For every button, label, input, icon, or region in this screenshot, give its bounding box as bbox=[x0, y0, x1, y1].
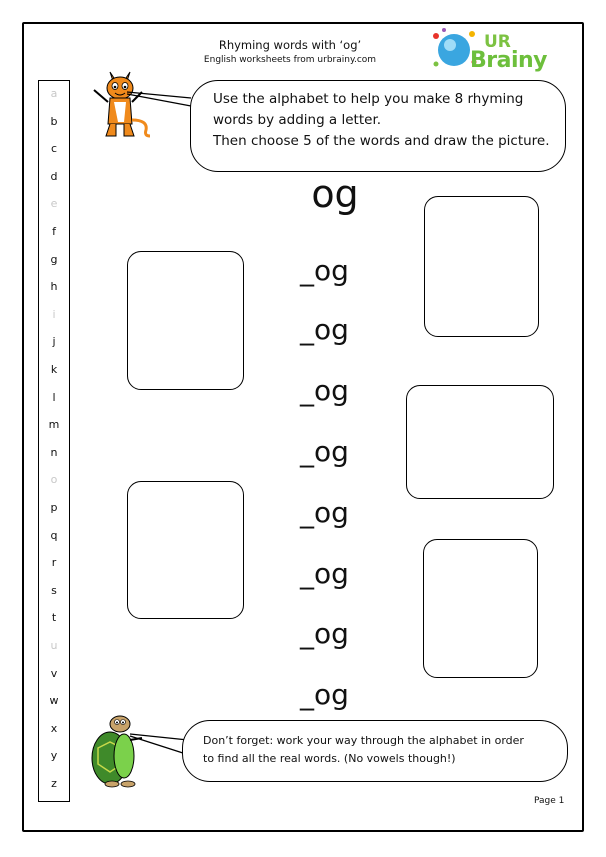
instruction-line-1: Use the alphabet to help you make 8 rhyming bbox=[213, 91, 524, 107]
og-blank-1[interactable]: _og bbox=[300, 254, 349, 287]
urbrainy-logo bbox=[430, 26, 550, 78]
worksheet-subtitle: English worksheets from urbrainy.com bbox=[203, 55, 377, 65]
drawing-box-4[interactable] bbox=[127, 481, 244, 619]
alphabet-letter-x: x bbox=[50, 721, 58, 735]
og-blank-6[interactable]: _og bbox=[300, 557, 349, 590]
alphabet-letter-s: s bbox=[51, 583, 57, 597]
alphabet-letter-e: e bbox=[50, 197, 58, 211]
instruction-line-3: Then choose 5 of the words and draw the picture. bbox=[213, 133, 550, 149]
reminder-line-1: Don’t forget: work your way through the alphabet in order bbox=[203, 734, 524, 747]
alphabet-letter-a: a bbox=[50, 87, 58, 100]
drawing-box-5[interactable] bbox=[423, 539, 538, 678]
word-family-heading: og bbox=[311, 172, 359, 216]
alphabet-letter-l: l bbox=[52, 390, 56, 404]
instruction-line-2: words by adding a letter. bbox=[213, 112, 382, 128]
alphabet-letter-b: b bbox=[50, 114, 58, 128]
og-blank-5[interactable]: _og bbox=[300, 496, 349, 529]
alphabet-letter-i: i bbox=[52, 307, 56, 321]
alphabet-letter-k: k bbox=[50, 363, 58, 376]
alphabet-letter-g: g bbox=[50, 252, 58, 266]
alphabet-letter-d: d bbox=[50, 169, 58, 183]
speech-bubble-pointer-top bbox=[125, 82, 195, 112]
alphabet-letter-u: u bbox=[50, 639, 58, 652]
logo-text-ur: UR bbox=[484, 32, 511, 52]
instruction-bubble bbox=[190, 80, 566, 172]
reminder-bubble bbox=[182, 720, 568, 782]
reminder-line-2: to find all the real words. (No vowels though!) bbox=[203, 752, 456, 765]
alphabet-letter-m: m bbox=[48, 418, 60, 432]
alphabet-letter-z: z bbox=[51, 777, 57, 790]
drawing-box-1[interactable] bbox=[127, 251, 244, 390]
og-blank-2[interactable]: _og bbox=[300, 313, 349, 346]
alphabet-letter-w: w bbox=[49, 694, 59, 708]
alphabet-letter-y: y bbox=[50, 749, 58, 763]
og-blank-4[interactable]: _og bbox=[300, 435, 349, 468]
alphabet-letter-h: h bbox=[50, 280, 58, 294]
alphabet-letter-t: t bbox=[51, 611, 57, 625]
alphabet-letter-o: o bbox=[50, 473, 58, 487]
alphabet-letter-n: n bbox=[50, 445, 58, 459]
drawing-box-2[interactable] bbox=[424, 196, 539, 337]
worksheet-title: Rhyming words with ‘og’ bbox=[218, 38, 362, 52]
page-number: Page 1 bbox=[534, 796, 565, 806]
og-blank-3[interactable]: _og bbox=[300, 374, 349, 407]
alphabet-letter-j: j bbox=[52, 335, 56, 349]
alphabet-letter-v: v bbox=[50, 666, 58, 680]
alphabet-letter-q: q bbox=[50, 528, 58, 542]
og-blank-7[interactable]: _og bbox=[300, 617, 349, 650]
alphabet-letter-r: r bbox=[51, 556, 57, 570]
drawing-box-3[interactable] bbox=[406, 385, 554, 499]
alphabet-strip bbox=[38, 80, 70, 802]
alphabet-letter-p: p bbox=[50, 501, 58, 514]
alphabet-letter-c: c bbox=[50, 142, 58, 156]
og-blank-8[interactable]: _og bbox=[300, 678, 349, 711]
logo-text-brainy: Brainy bbox=[470, 48, 548, 73]
alphabet-letter-f: f bbox=[52, 225, 56, 238]
